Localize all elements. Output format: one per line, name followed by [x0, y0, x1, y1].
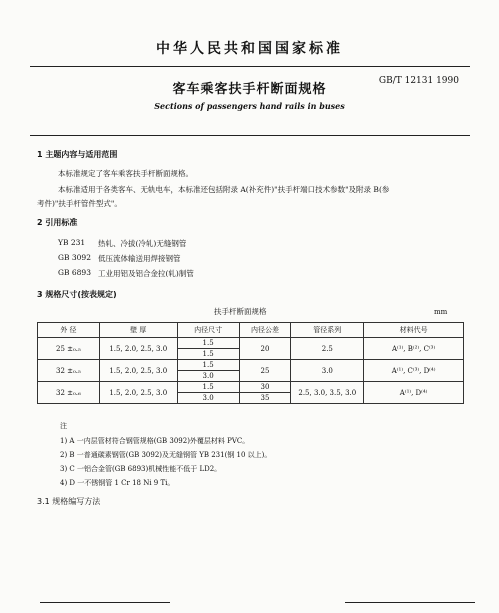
- ref-code: GB 3092: [58, 253, 91, 262]
- table-title: 扶手杆断面规格: [214, 307, 267, 316]
- section-2-heading: 2 引用标准: [37, 218, 78, 227]
- standard-code: GB/T 12131 1990: [378, 76, 459, 86]
- note-item: 2) B 一普通碳素钢管(GB 3092)及无缝钢管 YB 231(钢 10 以上)。: [60, 451, 272, 459]
- cell-id: 1.5: [177, 382, 239, 393]
- section-3-1-heading: 3.1 规格编写方法: [37, 497, 101, 506]
- cell-mat: A⁽¹⁾, B⁽²⁾, C⁽³⁾: [364, 338, 464, 360]
- cell-od: 25 ±₀.₅: [38, 338, 100, 360]
- cell-wall: 1.5, 2.0, 2.5, 3.0: [99, 338, 177, 360]
- header-rule: [30, 66, 470, 67]
- table-row: [38, 360, 464, 371]
- cell-wall: 1.5, 2.0, 2.5, 3.0: [99, 360, 177, 382]
- spec-table: [37, 322, 464, 404]
- table-row: [38, 382, 464, 393]
- cell-tol: 20: [239, 338, 291, 360]
- cell-id: 1.5: [177, 360, 239, 371]
- section-1-para1: 本标准规定了客车乘客扶手杆断面规格。: [58, 169, 193, 178]
- table-header-row: [38, 323, 464, 338]
- cell-tol: 30: [239, 382, 291, 393]
- col-header: 内径尺寸: [177, 323, 239, 338]
- cell-id: 1.5: [177, 349, 239, 360]
- cell-tol: 25: [239, 360, 291, 382]
- col-header: 材料代号: [364, 323, 464, 338]
- cell-mat: A⁽¹⁾, C⁽³⁾, D⁽⁴⁾: [364, 360, 464, 382]
- footer-rule-left: [40, 602, 170, 603]
- cell-id: 3.0: [177, 393, 239, 404]
- document-title: 客车乘客扶手杆断面规格: [172, 82, 327, 97]
- ref-code: GB 6893: [58, 268, 91, 277]
- section-1-para2-line2: 考件)"扶手杆管件型式"。: [37, 199, 122, 208]
- cell-id: 3.0: [177, 371, 239, 382]
- note-item: 3) C 一铝合金管(GB 6893)机械性能不低于 LD2。: [60, 465, 222, 473]
- title-rule: [30, 135, 470, 136]
- footer-rule-right: [345, 602, 475, 603]
- cell-id: 1.5: [177, 338, 239, 349]
- col-header: 外 径: [38, 323, 100, 338]
- table-unit: mm: [434, 308, 448, 316]
- note-item: 1) A 一内层管材符合钢管规格(GB 3092)外覆层材料 PVC。: [60, 437, 250, 445]
- ref-text: 低压流体输送用焊接钢管: [98, 254, 181, 263]
- ref-code: YB 231: [58, 238, 86, 247]
- cell-tol: 35: [239, 393, 291, 404]
- cell-od: 32 ±₀.₅: [38, 360, 100, 382]
- cell-series: 2.5: [291, 338, 364, 360]
- standard-header: 中华人民共和国国家标准: [156, 41, 343, 57]
- col-header: 壁 厚: [99, 323, 177, 338]
- cell-series: 3.0: [291, 360, 364, 382]
- notes-label: 注: [60, 422, 67, 430]
- cell-series: 2.5, 3.0, 3.5, 3.0: [291, 382, 364, 404]
- cell-od: 32 ±₀.₆: [38, 382, 100, 404]
- ref-text: 热轧、冷拔(冷轧)无缝钢管: [98, 239, 187, 248]
- section-1-heading: 1 主题内容与适用范围: [37, 150, 118, 159]
- ref-text: 工业用铝及铝合金拉(轧)制管: [98, 269, 194, 278]
- table-row: [38, 338, 464, 349]
- section-3-heading: 3 规格尺寸(按表规定): [37, 290, 117, 299]
- note-item: 4) D 一不锈钢管 1 Cr 18 Ni 9 Ti。: [60, 479, 175, 487]
- english-title: Sections of passengers hand rails in buses: [154, 101, 345, 111]
- col-header: 管径系列: [291, 323, 364, 338]
- section-1-para2-line1: 本标准适用于各类客车、无轨电车，本标准还包括附录 A(补充件)"扶手杆端口技术参数"及附录 B(参: [58, 185, 390, 194]
- cell-mat: A⁽¹⁾, D⁽⁴⁾: [364, 382, 464, 404]
- col-header: 内径公差: [239, 323, 291, 338]
- cell-wall: 1.5, 2.0, 2.5, 3.0: [99, 382, 177, 404]
